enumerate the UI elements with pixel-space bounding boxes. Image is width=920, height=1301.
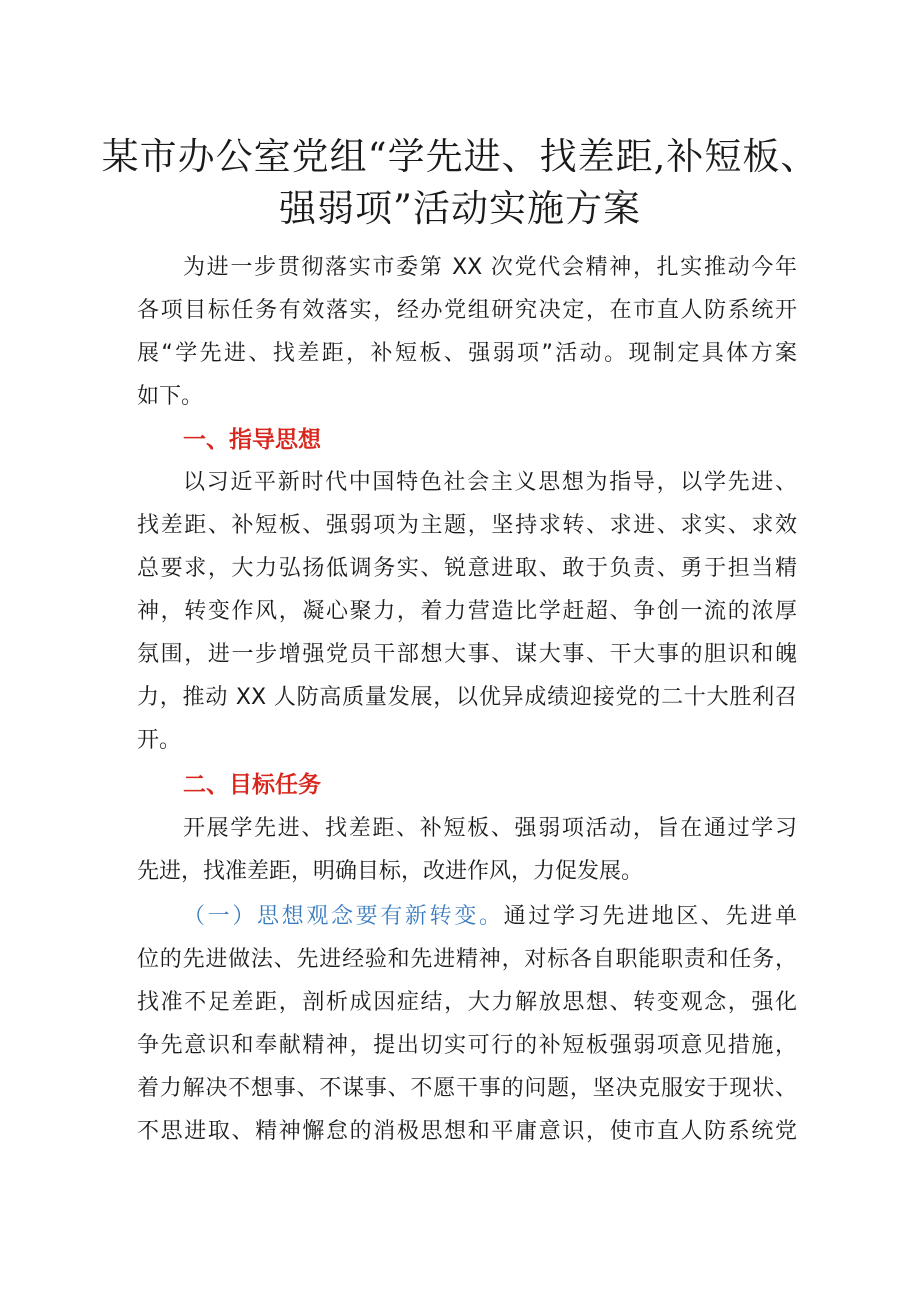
paragraph-line: 找准不足差距，剖析成因症结，大力解放思想、转变观念，强化 bbox=[137, 990, 797, 1015]
paragraph-line: 开。 bbox=[137, 728, 182, 753]
document-title-line-2: 强弱项”活动实施方案 bbox=[279, 187, 641, 230]
paragraph-line: 开展学先进、找差距、补短板、强弱项活动，旨在通过学习 bbox=[183, 816, 797, 841]
paragraph-line: 不思进取、精神懈怠的消极思想和平庸意识，使市直人防系统党 bbox=[137, 1119, 797, 1144]
document-title-line-1: 某市办公室党组“学先进、找差距,补短板、 bbox=[101, 135, 819, 178]
paragraph-line: 位的先进做法、先进经验和先进精神，对标各自职能职责和任务， bbox=[137, 947, 797, 972]
paragraph-line: 以习近平新时代中国特色社会主义思想为指导，以学先进、 bbox=[183, 470, 797, 495]
section-heading-guiding-ideology: 一、指导思想 bbox=[183, 427, 321, 453]
subsection-text: 通过学习先进地区、先进单 bbox=[503, 904, 797, 929]
paragraph-line: 找差距、补短板、强弱项为主题，坚持求转、求进、求实、求效 bbox=[137, 513, 797, 538]
paragraph-line: 争先意识和奉献精神，提出切实可行的补短板强弱项意见措施， bbox=[137, 1033, 797, 1058]
intro-line: 为进一步贯彻落实市委第 XX 次党代会精神，扎实推动今年 bbox=[183, 255, 797, 280]
paragraph-line: 总要求，大力弘扬低调务实、锐意进取、敢于负责、勇于担当精 bbox=[137, 556, 797, 581]
paragraph-line: 力，推动 XX 人防高质量发展，以优异成绩迎接党的二十大胜利召 bbox=[137, 685, 797, 710]
intro-line: 展“学先进、找差距，补短板、强弱项”活动。现制定具体方案 bbox=[137, 341, 797, 366]
subsection-heading: （一）思想观念要有新转变。 bbox=[183, 904, 504, 929]
intro-line: 各项目标任务有效落实，经办党组研究决定，在市直人防系统开 bbox=[137, 298, 797, 323]
subsection-first-line bbox=[183, 903, 797, 931]
paragraph-line: 神，转变作风，凝心聚力，着力营造比学赶超、争创一流的浓厚 bbox=[137, 599, 797, 624]
section-heading-goals-tasks: 二、目标任务 bbox=[183, 772, 321, 798]
paragraph-line: 着力解决不想事、不谋事、不愿干事的问题，坚决克服安于现状、 bbox=[137, 1076, 797, 1101]
intro-line: 如下。 bbox=[137, 384, 204, 409]
paragraph-line: 氛围，进一步增强党员干部想大事、谋大事、干大事的胆识和魄 bbox=[137, 642, 797, 667]
paragraph-line: 先进，找准差距，明确目标，改进作风，力促发展。 bbox=[137, 859, 644, 884]
